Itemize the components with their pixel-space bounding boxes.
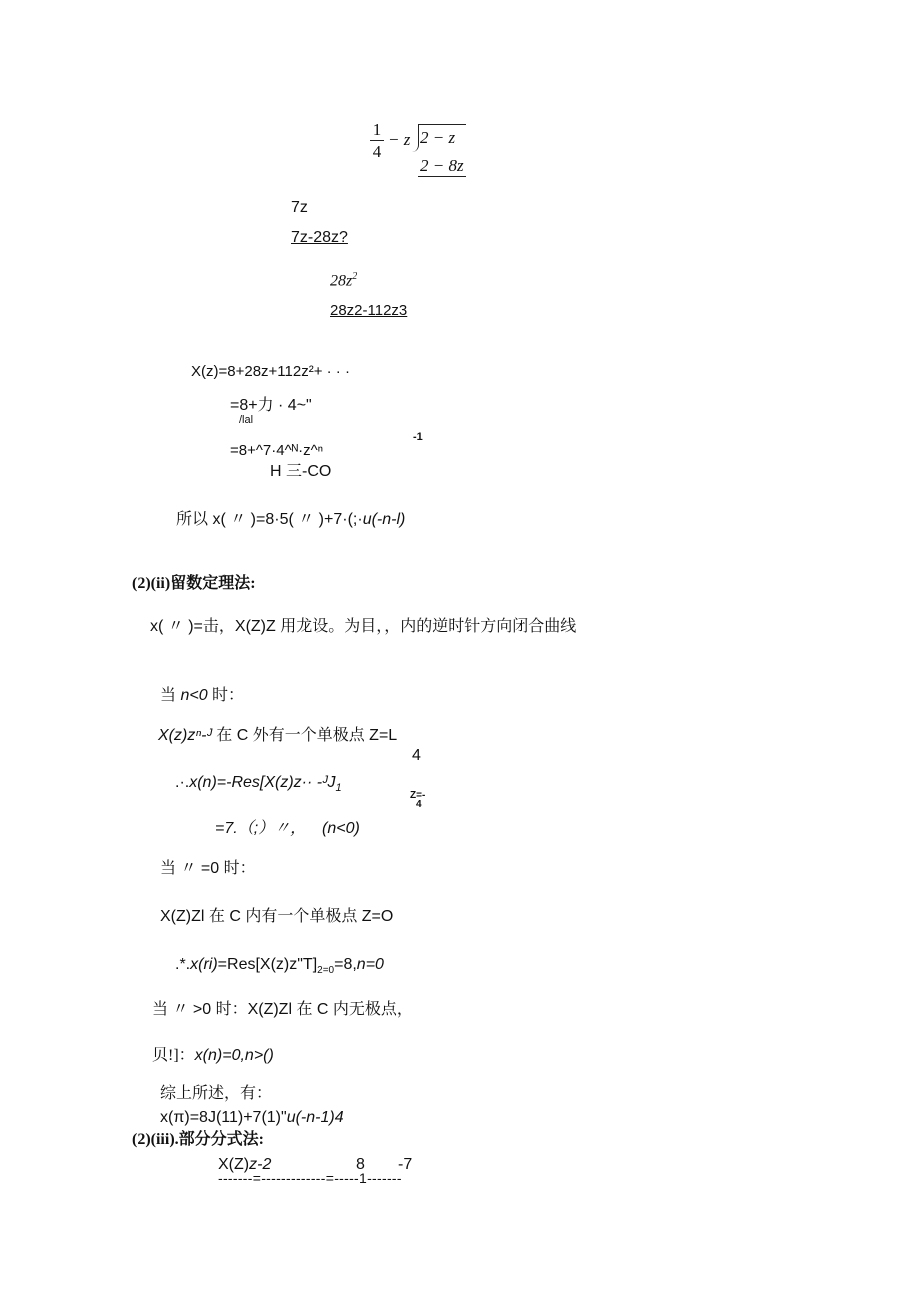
divisor-rest: − z <box>388 130 411 149</box>
result-line: 所以 x( 〃 )=8·5( 〃 )+7·(;·u(-n-l) <box>176 511 406 528</box>
result-n-positive: 贝!]：x(n)=0,n>() <box>152 1047 274 1064</box>
residue-point-denominator: 4 <box>416 799 422 810</box>
long-division-figure <box>366 116 476 186</box>
pole-outside-c-denominator: 4 <box>412 747 421 764</box>
divisor-fraction-bar <box>370 140 384 141</box>
partial-fraction-numerator-8: 8 <box>356 1156 365 1173</box>
pole-outside-c: X(z)zⁿ-ᴶ 在 C 外有一个单极点 Z=L <box>158 727 398 744</box>
division-step-3: $28z^2$ <box>330 271 358 290</box>
residue-n-negative: .·.x(n)=-Res[X(z)z·· -ᴶJ$_1$ <box>175 774 342 795</box>
pole-inside-c: X(Z)Zl 在 C 内有一个单极点 Z=O <box>160 908 394 925</box>
partial-fraction-numerator-minus7: -7 <box>398 1156 413 1173</box>
series-line-1: X(z)=8+28z+112z²+ · · · <box>191 363 350 380</box>
divisor-denominator: 4 <box>372 142 382 161</box>
residue-definition: x( 〃 )=击，X(Z)Z 用龙设。为目，，内的逆时针方向闭合曲线 <box>150 618 577 635</box>
residue-point: Z=- <box>410 790 426 801</box>
partial-fraction-numerator-left: X(Z)z-2 <box>218 1156 272 1173</box>
series-line-3: =8+^7·4^ᴺ·z^ⁿ <box>230 442 324 459</box>
dividend: 2 − z <box>420 128 456 147</box>
divisor-numerator: 1 <box>372 120 382 139</box>
series-line-2: =8+力 · 4~" <box>230 397 312 414</box>
condition-n-negative: (n<0) <box>322 820 360 837</box>
division-overline <box>418 124 466 125</box>
division-step-4: 28z2-112z3 <box>330 302 408 319</box>
final-result: x(π)=8J(11)+7(1)"u(-n-1)4 <box>160 1109 344 1126</box>
series-line-4: H 三-CO <box>270 463 332 480</box>
series-line-2-sub: /lal <box>239 414 254 426</box>
division-step-1: 7z <box>291 199 308 216</box>
residue-n-zero: $.*.x(ri)=Res[X(z)z"T]_{2=0}=8,n=0$ <box>175 956 384 977</box>
subtrahend: 2 − 8z <box>420 156 464 175</box>
series-line-3-sup: -1 <box>413 431 423 443</box>
partial-fraction-bars: -------=-------------=-----1------- <box>218 1170 402 1186</box>
division-step-2: 7z-28z? <box>291 229 348 246</box>
section-heading-partial-fractions: (2)(iii).部分分式法: <box>132 1131 264 1148</box>
section-heading-residue: (2)(ii)留数定理法: <box>132 575 256 592</box>
case-n-zero: 当 〃 =0 时： <box>160 860 256 877</box>
case-n-negative: 当 n<0 时： <box>160 687 245 704</box>
summary-label: 综上所述，有： <box>160 1085 273 1102</box>
case-n-positive: 当 〃 >0 时：X(Z)Zl 在 C 内无极点， <box>152 1001 413 1018</box>
division-bracket <box>412 124 419 152</box>
result-n-negative: =7.（;）〃， <box>215 820 307 837</box>
